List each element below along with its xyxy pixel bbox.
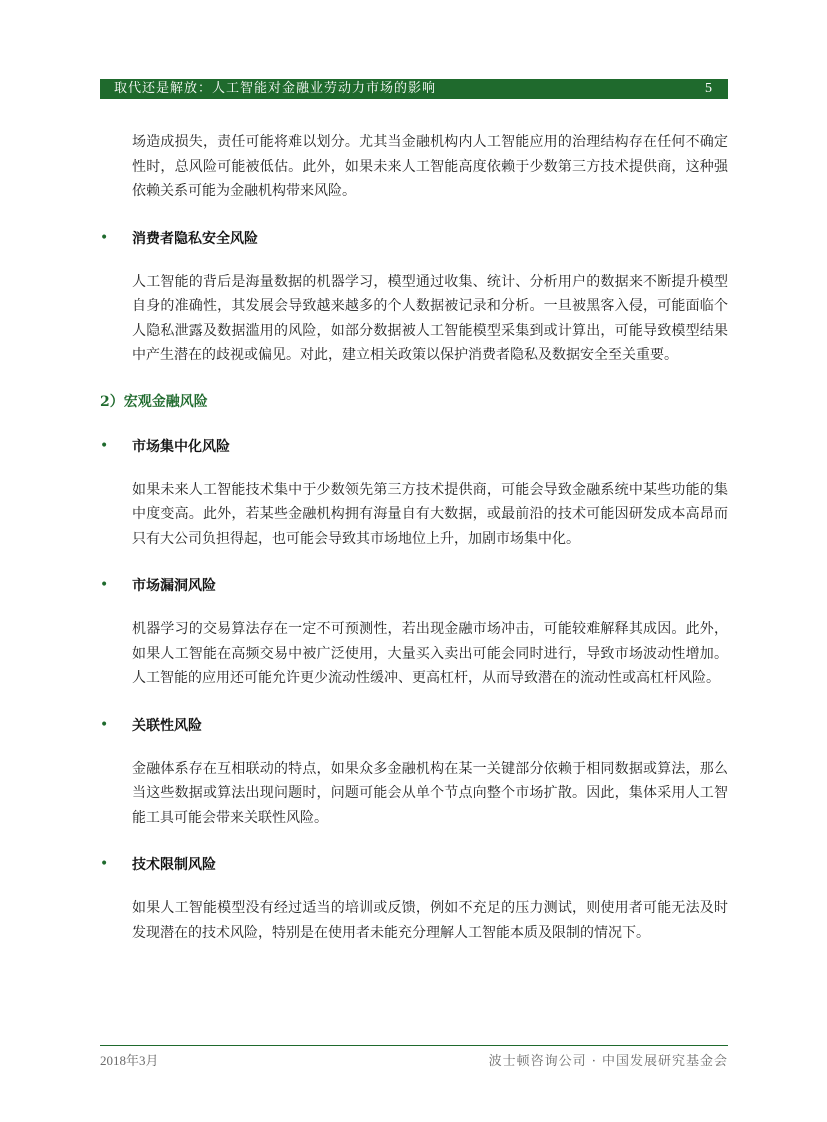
bullet-heading-technology	[100, 852, 728, 876]
footer-organization: 波士顿咨询公司 · 中国发展研究基金会	[488, 1054, 728, 1069]
bullet-heading-concentration	[100, 434, 728, 458]
bullet-heading-interconnection	[100, 713, 728, 737]
technology-heading: 技术限制风险	[132, 857, 216, 873]
vulnerability-heading: 市场漏洞风险	[132, 578, 216, 594]
macro-section-heading: 2）宏观金融风险	[100, 393, 208, 410]
intro-paragraph: 场造成损失，责任可能将难以划分。尤其当金融机构内人工智能应用的治理结构存在任何不确定性时，总风险可能被低估。此外，如果未来人工智能高度依赖于少数第三方技术提供商，这种强依赖关系可能为金融机构带来风险。	[132, 134, 728, 199]
concentration-heading: 市场集中化风险	[132, 438, 230, 455]
bullet-heading-vulnerability	[100, 573, 728, 597]
privacy-heading: 消费者隐私安全风险	[132, 230, 258, 247]
interconnection-heading: 关联性风险	[132, 717, 202, 734]
page-number: 5	[705, 81, 712, 96]
bullet-icon: •	[100, 716, 109, 733]
bullet-icon: •	[100, 577, 109, 593]
bullet-icon: •	[100, 437, 109, 454]
privacy-paragraph: 人工智能的背后是海量数据的机器学习，模型通过收集、统计、分析用户的数据来不断提升模型自身的准确性，其发展会导致越来越多的个人数据被记录和分析。一旦被黑客入侵，可能面临个人隐私泄露及数据滥用的风险，如部分数据被人工智能模型采集到或计算出，可能导致模型结果中产生潜在的歧视或偏见。对此，建立相关政策以保护消费者隐私及数据安全至关重要。	[132, 273, 728, 363]
vulnerability-paragraph: 机器学习的交易算法存在一定不可预测性，若出现金融市场冲击，可能较难解释其成因。此外，如果人工智能在高频交易中被广泛使用，大量买入卖出可能会同时进行，导致市场波动性增加。人工智能的应用还可能允许更少流动性缓冲、更高杠杆，从而导致潜在的流动性或高杠杆风险。	[132, 621, 728, 686]
footer-divider	[100, 1045, 728, 1046]
bullet-icon: •	[100, 856, 109, 872]
bullet-heading-privacy	[100, 226, 728, 250]
bullet-icon: •	[100, 229, 109, 246]
technology-paragraph: 如果人工智能模型没有经过适当的培训或反馈，例如不充足的压力测试，则使用者可能无法及时发现潜在的技术风险，特别是在使用者未能充分理解人工智能本质及限制的情况下。	[132, 900, 728, 941]
page-header-bar	[100, 79, 728, 99]
interconnection-paragraph: 金融体系存在互相联动的特点，如果众多金融机构在某一关键部分依赖于相同数据或算法，那么当这些数据或算法出现问题时，问题可能会从单个节点向整个市场扩散。因此，集体采用人工智能工具可能会带来关联性风险。	[132, 760, 728, 826]
concentration-paragraph: 如果未来人工智能技术集中于少数领先第三方技术提供商，可能会导致金融系统中某些功能的集中度变高。此外，若某些金融机构拥有海量自有大数据，或最前沿的技术可能因研发成本高昂而只有大公司负担得起，也可能会导致其市场地位上升，加剧市场集中化。	[132, 481, 728, 547]
header-title: 取代还是解放：人工智能对金融业劳动力市场的影响	[114, 81, 437, 96]
main-content	[100, 130, 728, 967]
footer-date: 2018年3月	[100, 1053, 159, 1068]
